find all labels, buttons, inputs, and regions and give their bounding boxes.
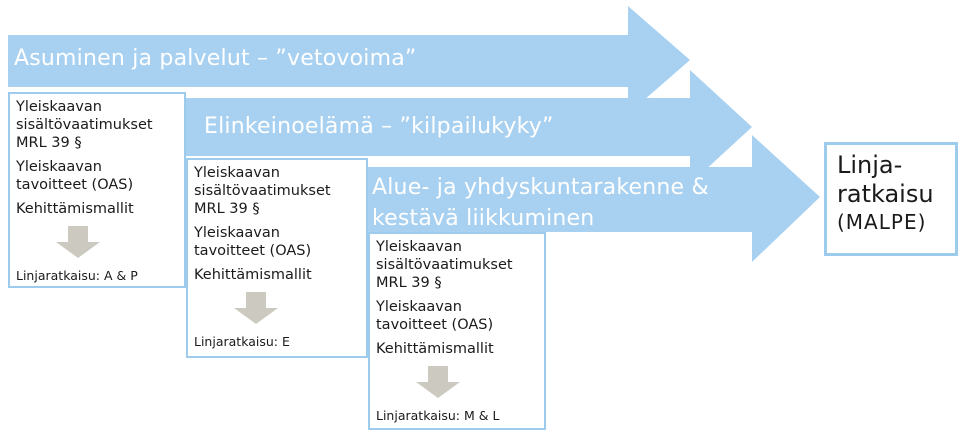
down-arrow-icon [56, 226, 100, 258]
req-line: Yleiskaavan [376, 239, 462, 255]
goals-line: tavoitteet (OAS) [16, 177, 134, 193]
arrow-label-rakenne-1: Alue- ja yhdyskuntarakenne & [372, 175, 709, 200]
result-label: Linjaratkaisu: M & L [376, 408, 500, 423]
req-line: MRL 39 § [376, 275, 442, 291]
final-line2: ratkaisu [837, 180, 934, 208]
goals-line: Yleiskaavan [194, 225, 280, 241]
final-result-box [824, 142, 958, 256]
req-line: MRL 39 § [16, 135, 82, 151]
req-line: MRL 39 § [194, 201, 260, 217]
goals [194, 224, 360, 260]
arrow-label-kilpailukyky: Elinkeinoelämä – ”kilpailukyky” [204, 114, 554, 139]
final-line3: (MALPE) [837, 210, 927, 234]
req-line: Yleiskaavan [194, 165, 280, 181]
arrow-label-vetovoima: Asuminen ja palvelut – ”vetovoima” [14, 46, 417, 71]
final-line1: Linja- [837, 151, 903, 179]
goals-line: Yleiskaavan [16, 159, 102, 175]
result-label: Linjaratkaisu: E [194, 334, 290, 349]
arrow-label-rakenne-2: kestävä liikkuminen [372, 206, 595, 231]
criteria-box-ml [368, 232, 546, 430]
models: Kehittämismallit [376, 341, 494, 357]
req-line: sisältövaatimukset [16, 117, 153, 133]
models: Kehittämismallit [16, 201, 134, 217]
req-line: sisältövaatimukset [194, 183, 331, 199]
req-line: Yleiskaavan [16, 99, 102, 115]
goals-line: tavoitteet (OAS) [376, 317, 494, 333]
down-arrow-icon [416, 366, 460, 398]
down-arrow-icon [234, 292, 278, 324]
requirements [376, 238, 538, 292]
requirements [16, 98, 178, 152]
criteria-box-e [186, 158, 368, 358]
goals [376, 298, 538, 334]
goals [16, 158, 178, 194]
requirements [194, 164, 360, 218]
criteria-box-ap [8, 92, 186, 288]
result-label: Linjaratkaisu: A & P [16, 268, 138, 283]
models: Kehittämismallit [194, 267, 312, 283]
goals-line: Yleiskaavan [376, 299, 462, 315]
req-line: sisältövaatimukset [376, 257, 513, 273]
goals-line: tavoitteet (OAS) [194, 243, 312, 259]
